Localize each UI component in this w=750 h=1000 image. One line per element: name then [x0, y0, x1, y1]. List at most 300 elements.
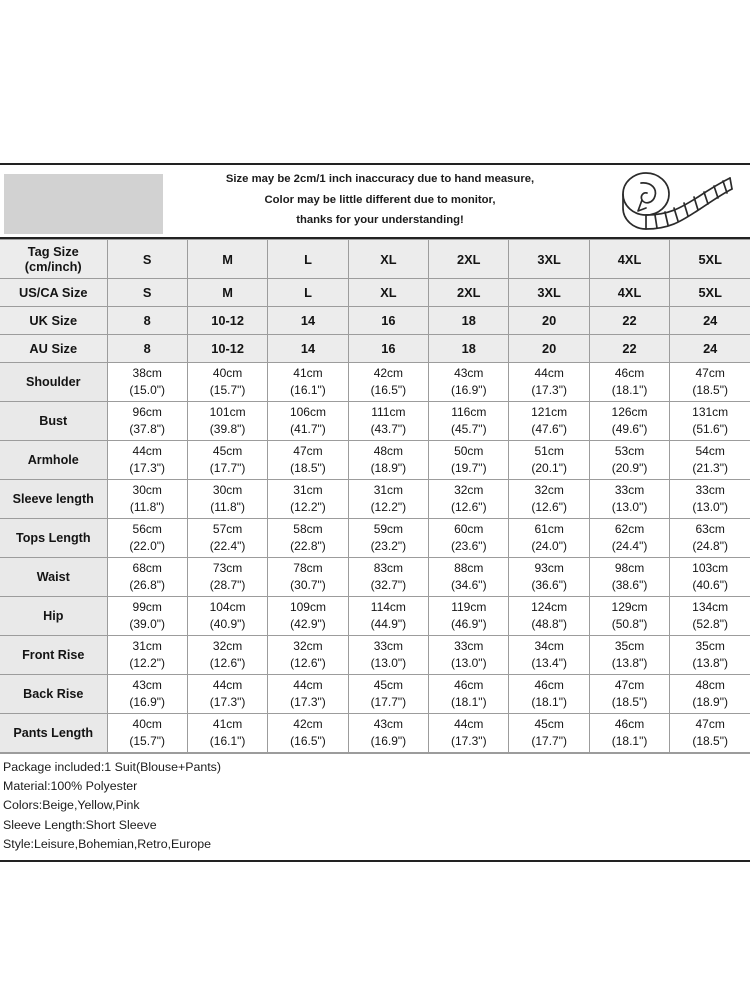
value-cm: 51cm — [534, 444, 564, 458]
value-cm: 46cm — [534, 678, 564, 692]
size-cell: 5XL — [670, 240, 750, 279]
value-cm: 93cm — [534, 561, 564, 575]
value-cm: 98cm — [614, 561, 645, 575]
value-cm: 33cm — [695, 483, 725, 497]
value-inch: (18.5") — [611, 695, 648, 709]
value-cm: 48cm — [373, 444, 404, 458]
value-inch: (52.8") — [692, 617, 728, 631]
value-cm: 45cm — [534, 717, 564, 731]
value-inch: (40.9") — [209, 617, 246, 631]
value-cm: 58cm — [293, 522, 323, 536]
value-inch: (44.9") — [370, 617, 407, 631]
value-inch: (13.0") — [450, 656, 487, 670]
table-row — [0, 363, 750, 402]
value-cm: 46cm — [454, 678, 484, 692]
value-inch: (22.8") — [290, 539, 326, 553]
row-header-label-line1: Tag Size — [27, 244, 79, 259]
value-cm: 114cm — [370, 600, 406, 614]
measurement-cell — [429, 675, 509, 714]
value-cm: 83cm — [373, 561, 404, 575]
value-inch: (18.5") — [692, 383, 728, 397]
value-inch: (18.9") — [370, 461, 407, 475]
value-inch: (18.5") — [692, 734, 728, 748]
measurement-cell — [348, 363, 428, 402]
value-inch: (18.1") — [450, 695, 487, 709]
value-inch: (42.9") — [290, 617, 326, 631]
measurement-cell — [670, 558, 750, 597]
measurement-notice — [170, 169, 590, 231]
table-row — [0, 240, 750, 279]
detail-line: Sleeve Length:Short Sleeve — [3, 817, 157, 832]
measurement-cell — [187, 675, 267, 714]
value-inch: (34.6") — [450, 578, 487, 592]
value-inch: (15.7") — [129, 734, 165, 748]
value-cm: 124cm — [531, 600, 568, 614]
value-cm: 47cm — [614, 678, 645, 692]
size-cell: 14 — [268, 335, 348, 363]
measurement-cell — [509, 558, 589, 597]
measurement-cell — [670, 675, 750, 714]
notice-line-1: Size may be 2cm/1 inch inaccuracy due to hand measure, — [225, 173, 535, 185]
measurement-cell — [107, 363, 187, 402]
size-cell: 18 — [429, 307, 509, 335]
measurement-label: Waist — [0, 558, 107, 597]
measurement-cell — [107, 441, 187, 480]
size-cell: 10-12 — [187, 307, 267, 335]
size-table — [0, 239, 750, 753]
value-cm: 101cm — [209, 405, 246, 419]
size-cell: 2XL — [429, 279, 509, 307]
value-inch: (12.2") — [370, 500, 407, 514]
measurement-cell — [670, 714, 750, 753]
value-inch: (16.1") — [209, 734, 246, 748]
value-inch: (18.1") — [611, 734, 648, 748]
value-cm: 104cm — [209, 600, 246, 614]
value-cm: 47cm — [695, 366, 725, 380]
measurement-cell — [429, 636, 509, 675]
value-inch: (17.7") — [531, 734, 567, 748]
value-cm: 62cm — [614, 522, 645, 536]
measurement-cell — [670, 519, 750, 558]
notice-line-2: Color may be little different due to monitor, — [264, 193, 496, 206]
measurement-cell — [348, 480, 428, 519]
value-cm: 103cm — [692, 561, 729, 575]
value-cm: 41cm — [293, 366, 323, 380]
measurement-cell — [107, 519, 187, 558]
value-cm: 126cm — [611, 405, 648, 419]
value-cm: 44cm — [212, 678, 243, 692]
size-chart-sheet — [0, 163, 750, 862]
measurement-cell — [268, 636, 348, 675]
value-inch: (40.6") — [692, 578, 728, 592]
measurement-cell — [348, 675, 428, 714]
measurement-cell — [670, 480, 750, 519]
value-cm: 99cm — [132, 600, 162, 614]
value-cm: 33cm — [454, 639, 484, 653]
table-row — [0, 558, 750, 597]
measurement-cell — [187, 480, 267, 519]
size-cell: 22 — [589, 307, 669, 335]
measurement-cell — [589, 714, 669, 753]
measurement-cell — [429, 363, 509, 402]
value-inch: (18.1") — [611, 383, 648, 397]
size-cell: 4XL — [589, 279, 669, 307]
measurement-label: Back Rise — [0, 675, 107, 714]
measurement-cell — [187, 441, 267, 480]
measurement-cell — [509, 402, 589, 441]
value-inch: (41.7") — [290, 422, 326, 436]
value-cm: 131cm — [692, 405, 729, 419]
measurement-cell — [187, 597, 267, 636]
measurement-cell — [589, 441, 669, 480]
size-cell: S — [107, 279, 187, 307]
value-inch: (16.5") — [370, 383, 407, 397]
value-cm: 44cm — [132, 444, 162, 458]
size-cell: 4XL — [589, 240, 669, 279]
value-cm: 59cm — [373, 522, 404, 536]
value-cm: 34cm — [534, 639, 564, 653]
table-row — [0, 597, 750, 636]
row-header-label-line2: (cm/inch) — [24, 259, 82, 274]
measurement-label: Bust — [0, 402, 107, 441]
value-inch: (16.9") — [129, 695, 165, 709]
measurement-label: Tops Length — [0, 519, 107, 558]
table-row — [0, 441, 750, 480]
value-inch: (13.4") — [531, 656, 567, 670]
value-inch: (16.9") — [450, 383, 487, 397]
size-cell: 24 — [670, 335, 750, 363]
value-cm: 57cm — [212, 522, 243, 536]
value-cm: 32cm — [293, 639, 323, 653]
measurement-cell — [268, 363, 348, 402]
size-cell: S — [107, 240, 187, 279]
size-cell: 8 — [107, 307, 187, 335]
value-inch: (13.0") — [692, 500, 728, 514]
measurement-cell — [429, 714, 509, 753]
table-row — [0, 519, 750, 558]
value-inch: (24.4") — [611, 539, 648, 553]
value-inch: (50.8") — [611, 617, 648, 631]
size-cell: 2XL — [429, 240, 509, 279]
measurement-cell — [670, 363, 750, 402]
measurement-cell — [107, 675, 187, 714]
measurement-cell — [268, 597, 348, 636]
size-cell: L — [268, 279, 348, 307]
value-inch: (30.7") — [290, 578, 326, 592]
measurement-label: Armhole — [0, 441, 107, 480]
value-inch: (21.3") — [692, 461, 728, 475]
table-row — [0, 480, 750, 519]
value-inch: (37.8") — [129, 422, 165, 436]
size-cell: XL — [348, 240, 428, 279]
measurement-label: Shoulder — [0, 363, 107, 402]
measurement-cell — [509, 636, 589, 675]
value-cm: 48cm — [695, 678, 725, 692]
measurement-cell — [348, 636, 428, 675]
measurement-cell — [348, 714, 428, 753]
value-inch: (39.0") — [129, 617, 165, 631]
value-inch: (12.2") — [129, 656, 165, 670]
value-inch: (20.1") — [531, 461, 567, 475]
measurement-cell — [268, 441, 348, 480]
value-cm: 33cm — [373, 639, 404, 653]
value-cm: 43cm — [373, 717, 404, 731]
value-cm: 32cm — [534, 483, 564, 497]
measurement-cell — [670, 402, 750, 441]
value-inch: (11.8") — [129, 500, 165, 514]
value-cm: 116cm — [451, 405, 487, 419]
product-details — [0, 753, 750, 860]
value-cm: 78cm — [293, 561, 323, 575]
value-cm: 47cm — [695, 717, 725, 731]
value-inch: (36.6") — [531, 578, 567, 592]
row-header-label: US/CA Size — [0, 279, 107, 307]
value-cm: 45cm — [373, 678, 404, 692]
value-inch: (13.8") — [611, 656, 648, 670]
value-inch: (17.3") — [531, 383, 567, 397]
measurement-cell — [268, 714, 348, 753]
value-cm: 68cm — [132, 561, 162, 575]
measurement-cell — [429, 402, 509, 441]
value-inch: (16.9") — [370, 734, 407, 748]
value-inch: (16.1") — [290, 383, 326, 397]
value-cm: 111cm — [371, 405, 406, 419]
value-cm: 56cm — [132, 522, 162, 536]
measurement-cell — [589, 519, 669, 558]
value-cm: 45cm — [212, 444, 243, 458]
size-cell: 5XL — [670, 279, 750, 307]
measurement-cell — [429, 519, 509, 558]
value-cm: 46cm — [614, 366, 645, 380]
value-cm: 106cm — [289, 405, 326, 419]
measurement-cell — [187, 363, 267, 402]
value-inch: (17.3") — [290, 695, 326, 709]
value-cm: 96cm — [132, 405, 162, 419]
table-row — [0, 675, 750, 714]
value-inch: (51.6") — [692, 422, 728, 436]
detail-line: Material:100% Polyester — [3, 779, 138, 794]
value-inch: (12.6") — [209, 656, 246, 670]
value-inch: (24.8") — [692, 539, 728, 553]
tape-measure-icon — [612, 167, 744, 235]
value-inch: (24.0") — [531, 539, 567, 553]
value-cm: 35cm — [695, 639, 725, 653]
value-cm: 44cm — [534, 366, 564, 380]
size-cell: M — [187, 279, 267, 307]
value-cm: 50cm — [454, 444, 484, 458]
table-row — [0, 335, 750, 363]
value-cm: 119cm — [451, 600, 487, 614]
value-cm: 42cm — [373, 366, 404, 380]
measurement-label: Sleeve length — [0, 480, 107, 519]
value-inch: (11.8") — [210, 500, 245, 514]
value-inch: (16.5") — [290, 734, 326, 748]
value-cm: 42cm — [293, 717, 323, 731]
value-cm: 30cm — [132, 483, 162, 497]
measurement-cell — [268, 558, 348, 597]
value-inch: (18.1") — [531, 695, 567, 709]
measurement-cell — [348, 441, 428, 480]
value-cm: 32cm — [212, 639, 243, 653]
value-cm: 109cm — [289, 600, 326, 614]
value-inch: (38.6") — [611, 578, 648, 592]
size-cell: L — [268, 240, 348, 279]
value-inch: (43.7") — [370, 422, 407, 436]
value-cm: 43cm — [132, 678, 162, 692]
table-row — [0, 279, 750, 307]
value-inch: (12.6") — [450, 500, 487, 514]
value-inch: (46.9") — [450, 617, 487, 631]
value-inch: (18.5") — [290, 461, 326, 475]
measurement-cell — [509, 519, 589, 558]
value-cm: 129cm — [611, 600, 648, 614]
value-inch: (45.7") — [450, 422, 487, 436]
value-inch: (22.4") — [209, 539, 246, 553]
value-inch: (17.7") — [209, 461, 246, 475]
value-inch: (12.6") — [290, 656, 326, 670]
image-placeholder — [4, 174, 163, 234]
measurement-cell — [268, 675, 348, 714]
measurement-cell — [107, 714, 187, 753]
value-cm: 40cm — [132, 717, 162, 731]
value-cm: 41cm — [212, 717, 243, 731]
table-row — [0, 307, 750, 335]
value-cm: 44cm — [293, 678, 323, 692]
measurement-cell — [348, 519, 428, 558]
value-cm: 61cm — [534, 522, 564, 536]
value-cm: 63cm — [695, 522, 725, 536]
value-cm: 30cm — [212, 483, 243, 497]
measurement-cell — [187, 636, 267, 675]
measurement-cell — [589, 363, 669, 402]
value-inch: (15.0") — [129, 383, 165, 397]
value-inch: (20.9") — [611, 461, 648, 475]
measurement-cell — [509, 714, 589, 753]
measurement-cell — [509, 441, 589, 480]
measurement-cell — [107, 402, 187, 441]
measurement-cell — [187, 558, 267, 597]
value-cm: 40cm — [212, 366, 243, 380]
table-row — [0, 402, 750, 441]
value-cm: 73cm — [212, 561, 243, 575]
value-inch: (17.3") — [450, 734, 487, 748]
value-inch: (47.6") — [531, 422, 567, 436]
value-inch: (19.7") — [450, 461, 487, 475]
value-cm: 134cm — [692, 600, 729, 614]
value-inch: (39.8") — [209, 422, 246, 436]
measurement-cell — [509, 363, 589, 402]
value-inch: (23.6") — [450, 539, 487, 553]
measurement-cell — [107, 558, 187, 597]
value-cm: 53cm — [614, 444, 645, 458]
measurement-cell — [670, 441, 750, 480]
table-row — [0, 714, 750, 753]
measurement-cell — [348, 558, 428, 597]
value-inch: (12.2") — [290, 500, 326, 514]
measurement-cell — [670, 636, 750, 675]
measurement-cell — [187, 714, 267, 753]
size-cell: XL — [348, 279, 428, 307]
row-header-label: AU Size — [0, 335, 107, 363]
size-cell: 16 — [348, 307, 428, 335]
value-cm: 33cm — [614, 483, 645, 497]
value-cm: 32cm — [454, 483, 484, 497]
value-cm: 121cm — [531, 405, 568, 419]
value-cm: 31cm — [293, 483, 323, 497]
value-cm: 88cm — [454, 561, 484, 575]
value-inch: (17.3") — [209, 695, 246, 709]
measurement-cell — [268, 480, 348, 519]
measurement-label: Hip — [0, 597, 107, 636]
value-inch: (15.7") — [209, 383, 246, 397]
measurement-cell — [187, 402, 267, 441]
value-cm: 44cm — [454, 717, 484, 731]
size-cell: 10-12 — [187, 335, 267, 363]
detail-line: Package included:1 Suit(Blouse+Pants) — [3, 760, 222, 774]
measurement-cell — [429, 480, 509, 519]
measurement-cell — [107, 480, 187, 519]
chart-banner — [0, 165, 750, 239]
measurement-cell — [589, 402, 669, 441]
value-inch: (13.8") — [692, 656, 728, 670]
row-header-label: UK Size — [0, 307, 107, 335]
measurement-cell — [268, 402, 348, 441]
measurement-cell — [429, 558, 509, 597]
value-inch: (23.2") — [370, 539, 407, 553]
measurement-cell — [348, 597, 428, 636]
value-inch: (17.3") — [129, 461, 165, 475]
table-row — [0, 636, 750, 675]
measurement-cell — [509, 597, 589, 636]
notice-line-3: thanks for your understanding! — [296, 214, 464, 227]
value-cm: 31cm — [132, 639, 162, 653]
value-cm: 46cm — [614, 717, 645, 731]
measurement-cell — [670, 597, 750, 636]
measurement-cell — [429, 441, 509, 480]
value-inch: (32.7") — [370, 578, 407, 592]
value-inch: (18.9") — [692, 695, 728, 709]
size-cell: 22 — [589, 335, 669, 363]
size-cell: 18 — [429, 335, 509, 363]
measurement-cell — [348, 402, 428, 441]
size-cell: 3XL — [509, 279, 589, 307]
size-cell: 16 — [348, 335, 428, 363]
value-cm: 43cm — [454, 366, 484, 380]
value-inch: (17.7") — [370, 695, 407, 709]
detail-line: Colors:Beige,Yellow,Pink — [3, 798, 140, 813]
row-header-label — [0, 240, 107, 279]
size-cell: 3XL — [509, 240, 589, 279]
measurement-cell — [509, 675, 589, 714]
value-inch: (22.0") — [129, 539, 165, 553]
measurement-cell — [107, 636, 187, 675]
measurement-cell — [429, 597, 509, 636]
value-cm: 31cm — [373, 483, 404, 497]
size-cell: 14 — [268, 307, 348, 335]
size-cell: 20 — [509, 335, 589, 363]
measurement-cell — [509, 480, 589, 519]
measurement-cell — [589, 675, 669, 714]
value-cm: 38cm — [132, 366, 162, 380]
measurement-cell — [589, 636, 669, 675]
value-cm: 60cm — [454, 522, 484, 536]
size-cell: 20 — [509, 307, 589, 335]
measurement-cell — [589, 480, 669, 519]
size-cell: 8 — [107, 335, 187, 363]
measurement-label: Front Rise — [0, 636, 107, 675]
detail-line: Style:Leisure,Bohemian,Retro,Europe — [3, 836, 212, 851]
value-inch: (48.8") — [531, 617, 567, 631]
